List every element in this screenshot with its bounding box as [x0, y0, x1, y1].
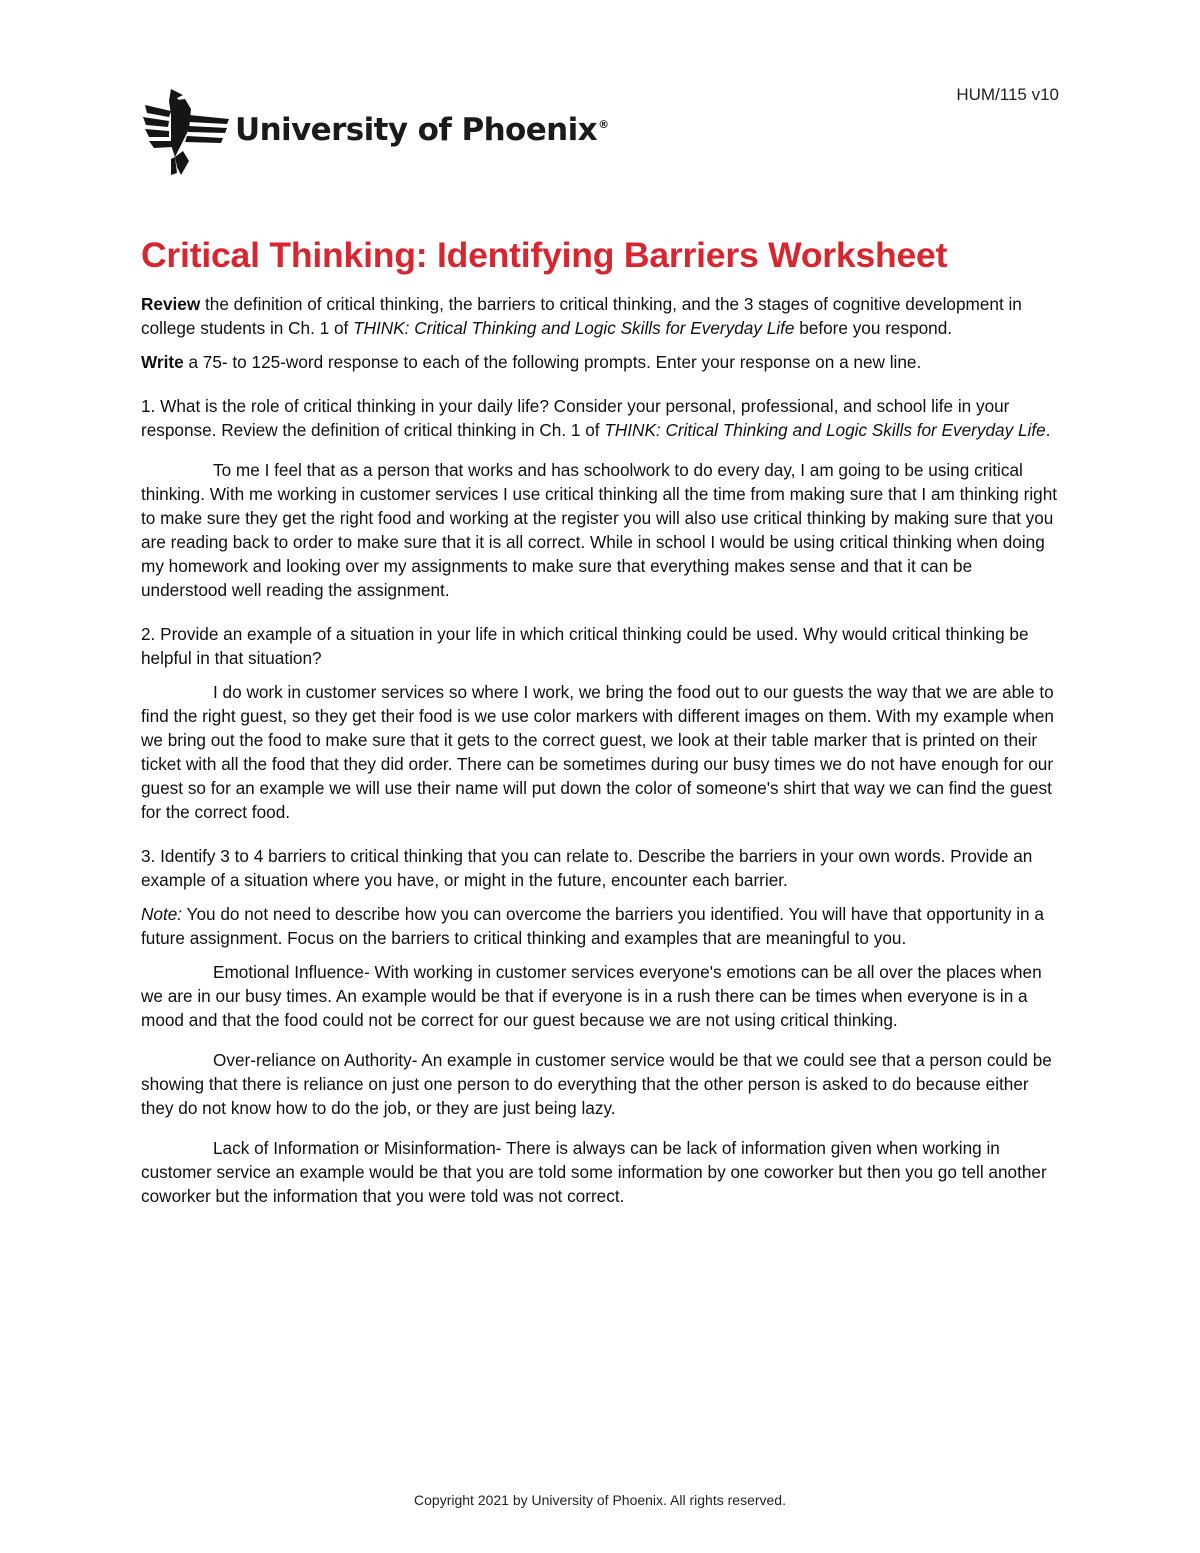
question-2-answer: I do work in customer services so where I work, we bring the food out to our guests the way that we are able to find the right guest, so they get their food is we use color markers with different images on them. With my example when we bring out the food to make sure that it gets to the correct guest, we look at their table marker that is printed on their ticket with all the food that they did order. There can be sometimes during our busy times we do not have enough for our guest so for an example we will use their name will put down the color of someone's shirt that way we can find the guest for the correct food.	[141, 682, 1054, 822]
write-instruction	[141, 350, 1061, 374]
q1-book-title: THINK: Critical Thinking and Logic Skills for Everyday Life	[604, 420, 1046, 440]
logo-text: University of Phoenix	[235, 112, 598, 148]
note-label: Note:	[141, 904, 183, 924]
barrier-answer-lack-of-information: Lack of Information or Misinformation- There is always can be lack of information given when working in customer service an example would be that you are told some information by one coworker but then you go tell another coworker but the information that you were told was not correct.	[141, 1138, 1047, 1206]
copyright-footer: Copyright 2021 by University of Phoenix. All rights reserved.	[414, 1492, 786, 1508]
review-text-1: the definition of critical thinking, the barriers to critical thinking, and the 3 stages of cognitive development in college students in Ch. 1 of	[141, 294, 1022, 338]
question-1-answer: To me I feel that as a person that works and has schoolwork to do every day, I am going to be using critical thinking. With me working in customer services I use critical thinking all the time from making sure that I am thinking right to make sure they get the right food and working at the register you will also use critical thinking by making sure that you are reading back to order to make sure that it is all correct. While in school I would be using critical thinking when doing my homework and looking over my assignments to make sure that everything makes sense and that it can be understood well reading the assignment.	[141, 460, 1058, 600]
logo-wordmark	[235, 112, 608, 148]
barrier-answer-over-reliance-authority: Over-reliance on Authority- An example in customer service would be that we could see that a person could be showing that there is reliance on just one person to do everything that the other person is asked to do because either they do not know how to do the job, or they are just being lazy.	[141, 1050, 1052, 1118]
page-title: Critical Thinking: Identifying Barriers Worksheet	[141, 235, 948, 275]
question-2-prompt: 2. Provide an example of a situation in your life in which critical thinking could be used. Why would critical thinking be helpful in that situation?	[141, 624, 1029, 668]
review-instruction	[141, 292, 1061, 340]
phoenix-bird-icon	[141, 85, 233, 177]
review-label: Review	[141, 294, 201, 314]
registered-mark: ®	[598, 118, 609, 131]
worksheet-body	[141, 232, 1061, 1208]
question-3-note	[141, 902, 1061, 950]
write-label: Write	[141, 352, 184, 372]
university-logo	[141, 85, 608, 177]
note-text: You do not need to describe how you can overcome the barriers you identified. You will have that opportunity in a future assignment. Focus on the barriers to critical thinking and examples that are meaningful to you.	[141, 904, 1044, 948]
question-1-prompt	[141, 394, 1061, 442]
barrier-answer-emotional-influence: Emotional Influence- With working in customer services everyone's emotions can be all over the places when we are in our busy times. An example would be that if everyone is in a rush there can be times when everyone is in a mood and that the food could not be correct for our guest because we are not using critical thinking.	[141, 962, 1042, 1030]
write-text: a 75- to 125-word response to each of the following prompts. Enter your response on a new line.	[183, 352, 922, 372]
q1-prompt-text: 1. What is the role of critical thinking in your daily life? Consider your personal, professional, and school life in your response. Review the definition of critical thinking in Ch. 1 of	[141, 396, 1010, 440]
review-text-2: before you respond.	[794, 318, 953, 338]
question-3-prompt: 3. Identify 3 to 4 barriers to critical thinking that you can relate to. Describe the barriers in your own words. Provide an example of a situation where you have, or might in the future, encounter each barrier.	[141, 846, 1033, 890]
course-code: HUM/115 v10	[956, 85, 1059, 104]
review-book-title: THINK: Critical Thinking and Logic Skills for Everyday Life	[353, 318, 795, 338]
q1-prompt-end: .	[1045, 420, 1051, 440]
